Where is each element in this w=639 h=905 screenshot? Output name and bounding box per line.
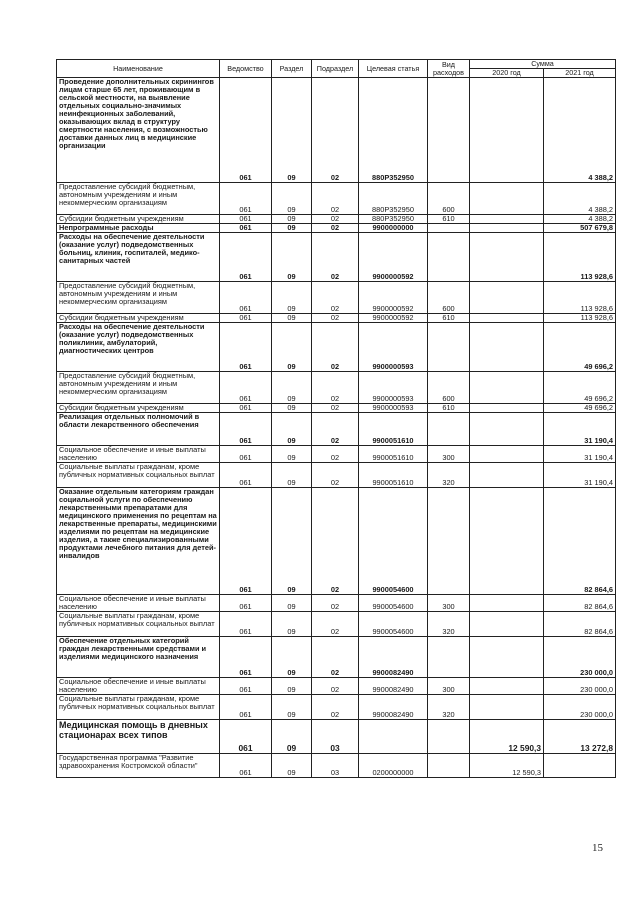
cell-year-2021: 82 864,6 — [544, 611, 616, 636]
cell-name: Субсидии бюджетным учреждениям — [57, 313, 220, 322]
cell-expense-type: 610 — [428, 403, 470, 412]
cell-subsection: 02 — [312, 223, 359, 232]
cell-expense-type: 320 — [428, 462, 470, 487]
cell-target-item: 9900054600 — [359, 487, 428, 594]
cell-expense-type — [428, 636, 470, 677]
cell-year-2021: 4 388,2 — [544, 215, 616, 224]
cell-expense-type: 610 — [428, 313, 470, 322]
cell-expense-type — [428, 487, 470, 594]
cell-department: 061 — [220, 753, 272, 777]
cell-expense-type — [428, 322, 470, 371]
cell-section: 09 — [272, 232, 312, 281]
cell-department: 061 — [220, 232, 272, 281]
cell-subsection: 02 — [312, 215, 359, 224]
cell-expense-type: 320 — [428, 694, 470, 719]
cell-expense-type — [428, 412, 470, 445]
cell-expense-type: 320 — [428, 611, 470, 636]
cell-year-2020 — [470, 232, 544, 281]
cell-expense-type: 600 — [428, 183, 470, 215]
cell-department: 061 — [220, 215, 272, 224]
cell-year-2021: 230 000,0 — [544, 636, 616, 677]
page-number: 15 — [592, 842, 603, 854]
cell-section: 09 — [272, 322, 312, 371]
cell-expense-type: 300 — [428, 445, 470, 462]
cell-department: 061 — [220, 694, 272, 719]
table-row — [57, 694, 616, 719]
cell-subsection: 03 — [312, 753, 359, 777]
cell-name: Государственная программа "Развитие здравоохранения Костромской области" — [57, 753, 220, 777]
cell-expense-type: 600 — [428, 371, 470, 403]
cell-section: 09 — [272, 371, 312, 403]
cell-department: 061 — [220, 611, 272, 636]
cell-subsection: 02 — [312, 694, 359, 719]
cell-target-item: 880P352950 — [359, 183, 428, 215]
cell-year-2021: 82 864,6 — [544, 487, 616, 594]
cell-section: 09 — [272, 183, 312, 215]
cell-name: Оказание отдельным категориям граждан социальной услуги по обеспечению лекарственными препаратами для медицинского применения по рецептам на лекарственные препараты, медицинскими изделиями по рецептам на медицинские изделия, а также специализированными продуктами лечебного питания для детей-инвалидов — [57, 487, 220, 594]
cell-year-2021: 31 190,4 — [544, 445, 616, 462]
table-body — [57, 78, 616, 778]
table-row — [57, 78, 616, 183]
header-year-2020: 2020 год — [470, 69, 544, 78]
cell-name: Субсидии бюджетным учреждениям — [57, 403, 220, 412]
cell-target-item: 9900054600 — [359, 611, 428, 636]
cell-target-item: 9900000592 — [359, 313, 428, 322]
cell-expense-type: 600 — [428, 281, 470, 313]
cell-subsection: 02 — [312, 371, 359, 403]
cell-section: 09 — [272, 753, 312, 777]
cell-section: 09 — [272, 445, 312, 462]
table-row — [57, 403, 616, 412]
table-row — [57, 445, 616, 462]
cell-year-2021: 4 388,2 — [544, 78, 616, 183]
cell-name: Предоставление субсидий бюджетным, автономным учреждениям и иным некоммерческим организациям — [57, 371, 220, 403]
cell-target-item: 9900000593 — [359, 322, 428, 371]
cell-year-2020 — [470, 487, 544, 594]
cell-expense-type — [428, 753, 470, 777]
header-section: Раздел — [272, 60, 312, 78]
cell-subsection: 03 — [312, 719, 359, 753]
cell-subsection: 02 — [312, 594, 359, 611]
cell-department: 061 — [220, 594, 272, 611]
cell-name: Медицинская помощь в дневных стационарах всех типов — [57, 719, 220, 753]
cell-expense-type: 300 — [428, 677, 470, 694]
header-department: Ведомство — [220, 60, 272, 78]
cell-department: 061 — [220, 223, 272, 232]
cell-department: 061 — [220, 412, 272, 445]
cell-year-2021: 113 928,6 — [544, 232, 616, 281]
cell-department: 061 — [220, 677, 272, 694]
cell-section: 09 — [272, 611, 312, 636]
table-row — [57, 281, 616, 313]
cell-year-2020: 12 590,3 — [470, 719, 544, 753]
cell-section: 09 — [272, 412, 312, 445]
cell-year-2020 — [470, 462, 544, 487]
cell-target-item: 880P352950 — [359, 78, 428, 183]
cell-department: 061 — [220, 445, 272, 462]
cell-subsection: 02 — [312, 636, 359, 677]
cell-department: 061 — [220, 281, 272, 313]
table-row — [57, 611, 616, 636]
table-row — [57, 462, 616, 487]
cell-section: 09 — [272, 677, 312, 694]
cell-name: Расходы на обеспечение деятельности (оказание услуг) подведомственных больниц, клиник, госпиталей, медико-санитарных частей — [57, 232, 220, 281]
cell-name: Проведение дополнительных скринингов лицам старше 65 лет, проживающим в сельской местности, на выявление отдельных социально-значимых неинфекционных заболеваний, оказывающих вклад в структуру смертности населения, с возможностью доставки данных лиц в медицинские организации — [57, 78, 220, 183]
table-row — [57, 487, 616, 594]
cell-department: 061 — [220, 636, 272, 677]
cell-name: Обеспечение отдельных категорий граждан лекарственными средствами и изделиями медицинского назначения — [57, 636, 220, 677]
cell-subsection: 02 — [312, 403, 359, 412]
cell-section: 09 — [272, 487, 312, 594]
cell-year-2020 — [470, 223, 544, 232]
cell-target-item: 9900054600 — [359, 594, 428, 611]
header-sum: Сумма — [470, 60, 616, 69]
cell-department: 061 — [220, 78, 272, 183]
cell-department: 061 — [220, 462, 272, 487]
cell-section: 09 — [272, 313, 312, 322]
cell-name: Предоставление субсидий бюджетным, автономным учреждениям и иным некоммерческим организациям — [57, 183, 220, 215]
table-row — [57, 223, 616, 232]
cell-name: Социальные выплаты гражданам, кроме публичных нормативных социальных выплат — [57, 611, 220, 636]
cell-target-item: 9900000593 — [359, 403, 428, 412]
table-row — [57, 753, 616, 777]
cell-target-item: 9900000592 — [359, 232, 428, 281]
cell-target-item: 9900082490 — [359, 677, 428, 694]
cell-year-2021: 230 000,0 — [544, 694, 616, 719]
cell-year-2021: 507 679,8 — [544, 223, 616, 232]
cell-year-2021: 13 272,8 — [544, 719, 616, 753]
cell-name: Субсидии бюджетным учреждениям — [57, 215, 220, 224]
cell-year-2020 — [470, 636, 544, 677]
cell-subsection: 02 — [312, 487, 359, 594]
cell-target-item: 9900051610 — [359, 445, 428, 462]
cell-year-2020 — [470, 445, 544, 462]
cell-subsection: 02 — [312, 677, 359, 694]
cell-year-2021: 49 696,2 — [544, 322, 616, 371]
cell-expense-type: 300 — [428, 594, 470, 611]
cell-expense-type: 610 — [428, 215, 470, 224]
cell-expense-type — [428, 223, 470, 232]
cell-name: Социальное обеспечение и иные выплаты населению — [57, 594, 220, 611]
cell-expense-type — [428, 232, 470, 281]
cell-section: 09 — [272, 403, 312, 412]
header-target-item: Целевая статья — [359, 60, 428, 78]
table-row — [57, 215, 616, 224]
cell-subsection: 02 — [312, 462, 359, 487]
cell-year-2020 — [470, 594, 544, 611]
cell-name: Непрограммные расходы — [57, 223, 220, 232]
cell-target-item: 0200000000 — [359, 753, 428, 777]
cell-name: Расходы на обеспечение деятельности (оказание услуг) подведомственных поликлиник, амбулаторий, диагностических центров — [57, 322, 220, 371]
cell-year-2020 — [470, 694, 544, 719]
cell-target-item: 9900082490 — [359, 636, 428, 677]
cell-year-2020: 12 590,3 — [470, 753, 544, 777]
cell-year-2020 — [470, 183, 544, 215]
cell-section: 09 — [272, 719, 312, 753]
cell-section: 09 — [272, 694, 312, 719]
table-row — [57, 677, 616, 694]
cell-year-2020 — [470, 412, 544, 445]
cell-target-item: 9900000593 — [359, 371, 428, 403]
cell-year-2020 — [470, 611, 544, 636]
header-expense-type: Вид расходов — [428, 60, 470, 78]
cell-target-item: 880P352950 — [359, 215, 428, 224]
table-row — [57, 322, 616, 371]
cell-name: Социальные выплаты гражданам, кроме публичных нормативных социальных выплат — [57, 462, 220, 487]
cell-subsection: 02 — [312, 78, 359, 183]
cell-year-2021: 31 190,4 — [544, 412, 616, 445]
cell-year-2021: 49 696,2 — [544, 371, 616, 403]
cell-department: 061 — [220, 183, 272, 215]
cell-department: 061 — [220, 719, 272, 753]
cell-department: 061 — [220, 371, 272, 403]
cell-department: 061 — [220, 403, 272, 412]
cell-name: Реализация отдельных полномочий в области лекарственного обеспечения — [57, 412, 220, 445]
cell-year-2021: 31 190,4 — [544, 462, 616, 487]
table-row — [57, 594, 616, 611]
cell-year-2020 — [470, 313, 544, 322]
cell-subsection: 02 — [312, 412, 359, 445]
cell-target-item: 9900051610 — [359, 462, 428, 487]
cell-year-2021: 4 388,2 — [544, 183, 616, 215]
cell-subsection: 02 — [312, 183, 359, 215]
cell-subsection: 02 — [312, 313, 359, 322]
cell-target-item: 9900082490 — [359, 694, 428, 719]
cell-target-item — [359, 719, 428, 753]
table-row — [57, 232, 616, 281]
cell-expense-type — [428, 78, 470, 183]
cell-year-2021 — [544, 753, 616, 777]
cell-section: 09 — [272, 78, 312, 183]
cell-subsection: 02 — [312, 322, 359, 371]
cell-section: 09 — [272, 223, 312, 232]
cell-year-2020 — [470, 403, 544, 412]
budget-table — [56, 59, 616, 778]
cell-year-2020 — [470, 78, 544, 183]
cell-year-2021: 49 696,2 — [544, 403, 616, 412]
header-name: Наименование — [57, 60, 220, 78]
cell-section: 09 — [272, 594, 312, 611]
cell-name: Социальные выплаты гражданам, кроме публичных нормативных социальных выплат — [57, 694, 220, 719]
cell-year-2021: 230 000,0 — [544, 677, 616, 694]
cell-year-2021: 82 864,6 — [544, 594, 616, 611]
cell-target-item: 9900000592 — [359, 281, 428, 313]
header-year-2021: 2021 год — [544, 69, 616, 78]
cell-section: 09 — [272, 215, 312, 224]
table-row — [57, 719, 616, 753]
table-row — [57, 183, 616, 215]
table-row — [57, 412, 616, 445]
cell-year-2021: 113 928,6 — [544, 281, 616, 313]
cell-department: 061 — [220, 487, 272, 594]
cell-name: Предоставление субсидий бюджетным, автономным учреждениям и иным некоммерческим организациям — [57, 281, 220, 313]
cell-target-item: 9900051610 — [359, 412, 428, 445]
cell-year-2020 — [470, 677, 544, 694]
cell-year-2020 — [470, 322, 544, 371]
cell-section: 09 — [272, 281, 312, 313]
table-row — [57, 371, 616, 403]
cell-section: 09 — [272, 462, 312, 487]
cell-name: Социальное обеспечение и иные выплаты населению — [57, 677, 220, 694]
cell-subsection: 02 — [312, 445, 359, 462]
table-row — [57, 636, 616, 677]
cell-department: 061 — [220, 313, 272, 322]
cell-year-2021: 113 928,6 — [544, 313, 616, 322]
table-row — [57, 313, 616, 322]
cell-expense-type — [428, 719, 470, 753]
cell-subsection: 02 — [312, 281, 359, 313]
cell-subsection: 02 — [312, 232, 359, 281]
cell-target-item: 9900000000 — [359, 223, 428, 232]
cell-year-2020 — [470, 371, 544, 403]
cell-year-2020 — [470, 281, 544, 313]
cell-year-2020 — [470, 215, 544, 224]
header-subsection: Подраздел — [312, 60, 359, 78]
cell-name: Социальное обеспечение и иные выплаты населению — [57, 445, 220, 462]
cell-department: 061 — [220, 322, 272, 371]
cell-subsection: 02 — [312, 611, 359, 636]
cell-section: 09 — [272, 636, 312, 677]
